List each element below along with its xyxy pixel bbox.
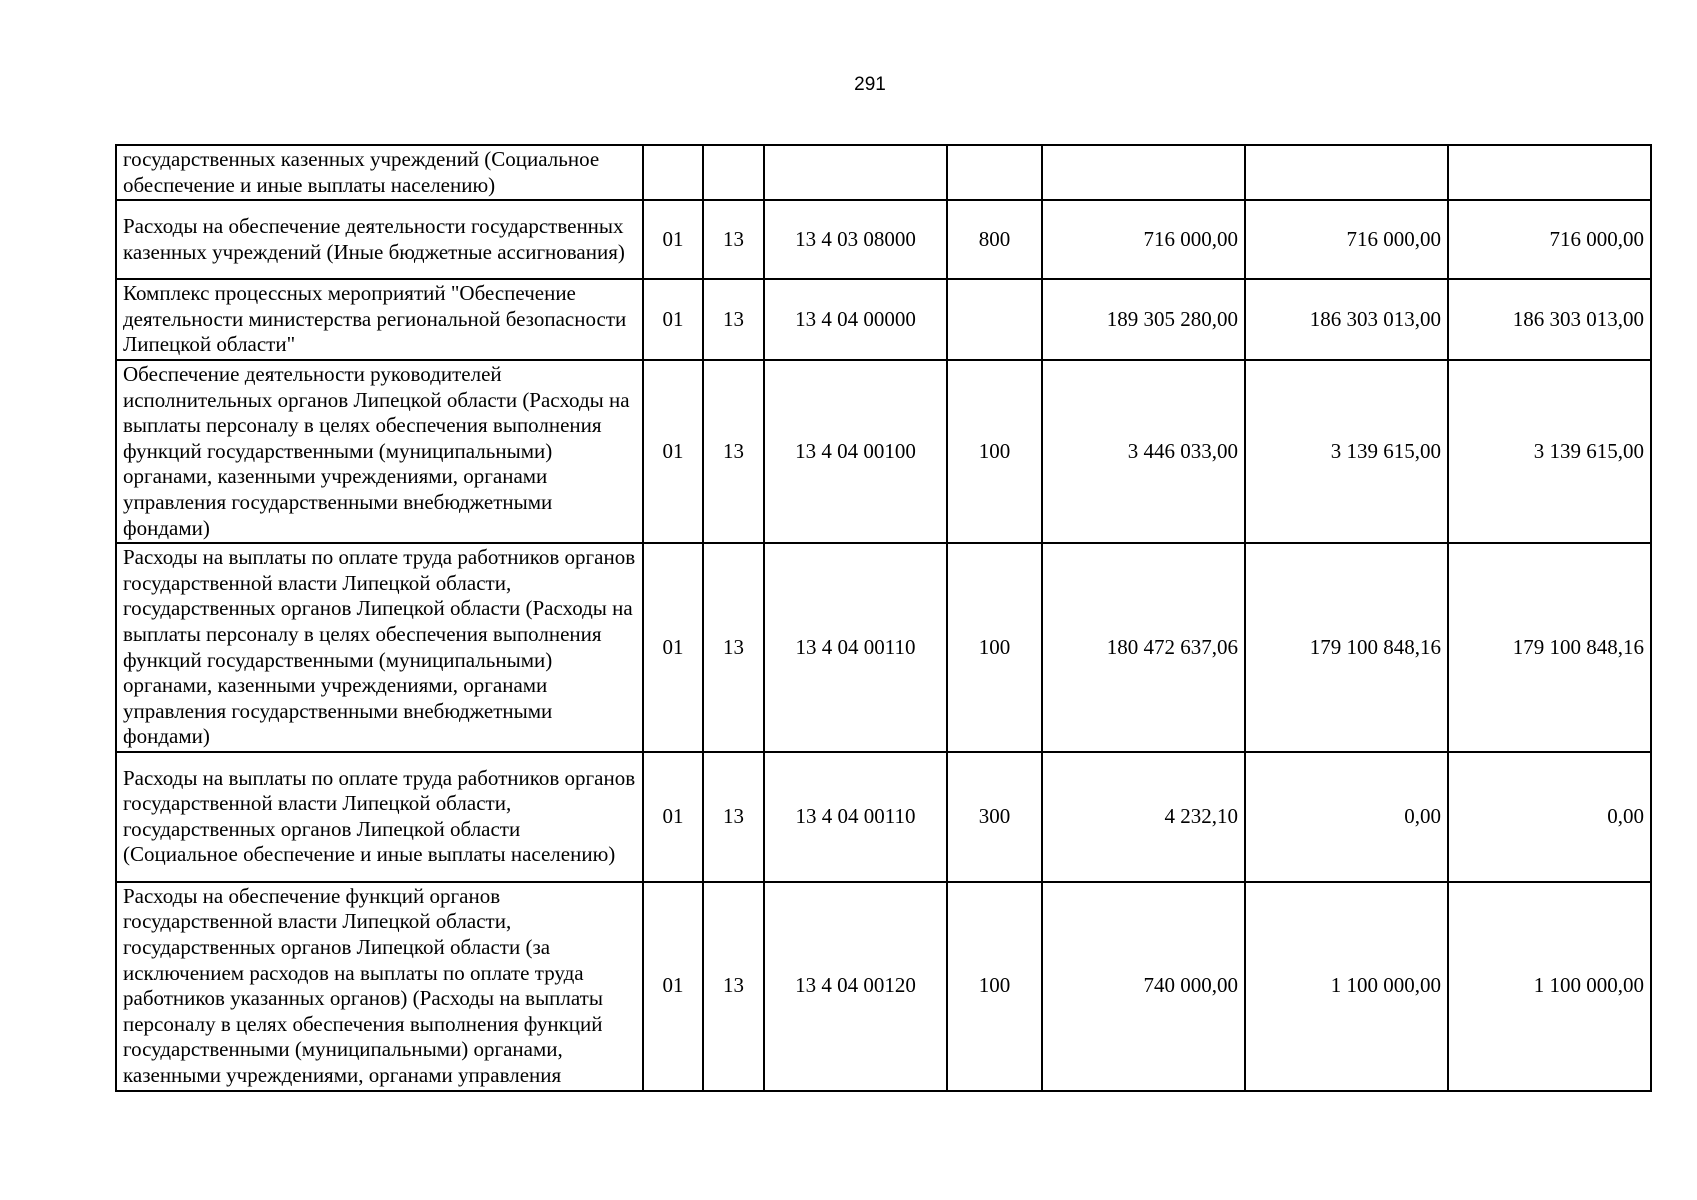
expense-type-code (947, 279, 1042, 360)
amount-year-3: 3 139 615,00 (1448, 360, 1651, 543)
amount-year-3: 179 100 848,16 (1448, 543, 1651, 752)
table-row (116, 882, 1651, 1091)
amount-year-1: 3 446 033,00 (1042, 360, 1245, 543)
amount-year-2: 179 100 848,16 (1245, 543, 1448, 752)
amount-year-2: 3 139 615,00 (1245, 360, 1448, 543)
target-article-code (764, 145, 947, 200)
expense-type-code (947, 145, 1042, 200)
subsection-code: 13 (703, 543, 764, 752)
target-article-code: 13 4 04 00000 (764, 279, 947, 360)
amount-year-1 (1042, 145, 1245, 200)
section-code: 01 (643, 200, 703, 279)
row-description: Обеспечение деятельности руководителей исполнительных органов Липецкой области (Расходы на выплаты персоналу в целях обеспечения выполнения функций государственными (муниципальными) органами, казенными учреждениями, органами управления государственными внебюджетными фондами) (116, 360, 643, 543)
table-row (116, 752, 1651, 882)
budget-table (115, 144, 1652, 1092)
section-code: 01 (643, 360, 703, 543)
subsection-code (703, 145, 764, 200)
target-article-code: 13 4 04 00100 (764, 360, 947, 543)
amount-year-3: 0,00 (1448, 752, 1651, 882)
table-row (116, 145, 1651, 200)
row-description: государственных казенных учреждений (Социальное обеспечение и иные выплаты населению) (116, 145, 643, 200)
subsection-code: 13 (703, 200, 764, 279)
amount-year-3: 1 100 000,00 (1448, 882, 1651, 1091)
amount-year-2: 186 303 013,00 (1245, 279, 1448, 360)
subsection-code: 13 (703, 360, 764, 543)
section-code: 01 (643, 752, 703, 882)
amount-year-1: 180 472 637,06 (1042, 543, 1245, 752)
expense-type-code: 100 (947, 360, 1042, 543)
row-description: Расходы на обеспечение деятельности государственных казенных учреждений (Иные бюджетные ассигнования) (116, 200, 643, 279)
row-description: Расходы на выплаты по оплате труда работников органов государственной власти Липецкой области, государственных органов Липецкой области (Социальное обеспечение и иные выплаты населению) (116, 752, 643, 882)
section-code (643, 145, 703, 200)
expense-type-code: 100 (947, 882, 1042, 1091)
amount-year-2 (1245, 145, 1448, 200)
table-row (116, 360, 1651, 543)
amount-year-1: 189 305 280,00 (1042, 279, 1245, 360)
section-code: 01 (643, 882, 703, 1091)
amount-year-2: 716 000,00 (1245, 200, 1448, 279)
amount-year-3 (1448, 145, 1651, 200)
expense-type-code: 100 (947, 543, 1042, 752)
target-article-code: 13 4 04 00120 (764, 882, 947, 1091)
target-article-code: 13 4 04 00110 (764, 752, 947, 882)
amount-year-2: 1 100 000,00 (1245, 882, 1448, 1091)
table-row (116, 543, 1651, 752)
amount-year-1: 740 000,00 (1042, 882, 1245, 1091)
amount-year-3: 716 000,00 (1448, 200, 1651, 279)
page-number: 291 (854, 74, 886, 95)
subsection-code: 13 (703, 279, 764, 360)
subsection-code: 13 (703, 752, 764, 882)
amount-year-3: 186 303 013,00 (1448, 279, 1651, 360)
target-article-code: 13 4 03 08000 (764, 200, 947, 279)
amount-year-1: 716 000,00 (1042, 200, 1245, 279)
expense-type-code: 300 (947, 752, 1042, 882)
row-description: Расходы на обеспечение функций органов государственной власти Липецкой области, государственных органов Липецкой области (за исключением расходов на выплаты по оплате труда работников указанных органов) (Расходы на выплаты персоналу в целях обеспечения выполнения функций государственными (муниципальными) органами, казенными учреждениями, органами управления (116, 882, 643, 1091)
row-description: Комплекс процессных мероприятий "Обеспечение деятельности министерства региональной безопасности Липецкой области" (116, 279, 643, 360)
expense-type-code: 800 (947, 200, 1042, 279)
section-code: 01 (643, 543, 703, 752)
table-row (116, 279, 1651, 360)
subsection-code: 13 (703, 882, 764, 1091)
table-row (116, 200, 1651, 279)
target-article-code: 13 4 04 00110 (764, 543, 947, 752)
amount-year-1: 4 232,10 (1042, 752, 1245, 882)
row-description: Расходы на выплаты по оплате труда работников органов государственной власти Липецкой области, государственных органов Липецкой области (Расходы на выплаты персоналу в целях обеспечения выполнения функций государственными (муниципальными) органами, казенными учреждениями, органами управления государственными внебюджетными фондами) (116, 543, 643, 752)
section-code: 01 (643, 279, 703, 360)
amount-year-2: 0,00 (1245, 752, 1448, 882)
